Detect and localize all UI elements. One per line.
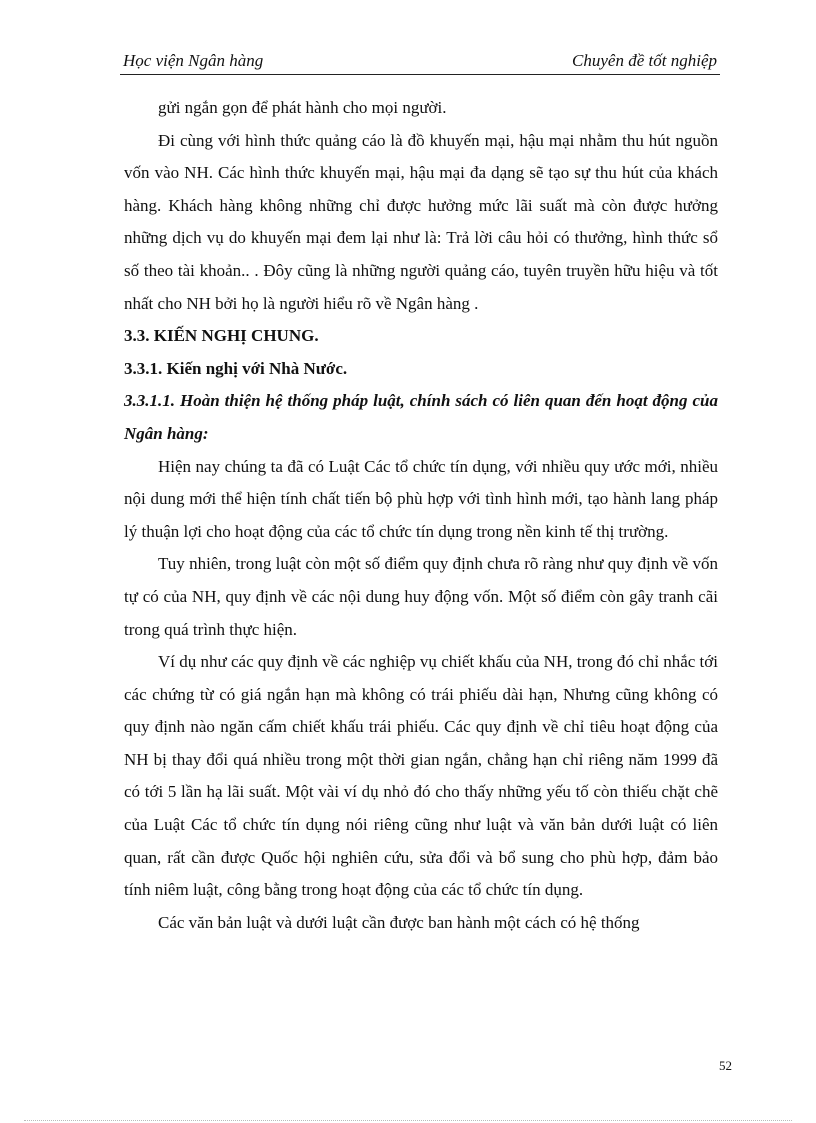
section-heading-3-3-1: 3.3.1. Kiến nghị với Nhà Nước. bbox=[124, 358, 348, 378]
page-body bbox=[124, 92, 718, 939]
page-header bbox=[120, 48, 720, 75]
paragraph-legal-documents: Các văn bản luật và dưới luật cần được ban hành một cách có hệ thống bbox=[158, 912, 640, 932]
section-heading-3-3-1-1: 3.3.1.1. Hoàn thiện hệ thống pháp luật, chính sách có liên quan đến hoạt động của Ngân hàng: bbox=[124, 391, 718, 443]
page-number: 52 bbox=[719, 1058, 732, 1073]
header-document-type: Chuyên đề tốt nghiệp bbox=[572, 51, 717, 70]
paragraph-credit-law: Hiện nay chúng ta đã có Luật Các tổ chức tín dụng, với nhiều quy ước mới, nhiều nội dung mới thể hiện tính chất tiến bộ phù hợp với tình hình mới, tạo hành lang pháp lý thuận lợi cho hoạt động của các tổ chức tín dụng trong nền kinh tế thị trường. bbox=[124, 456, 718, 541]
paragraph-continuation: gửi ngắn gọn để phát hành cho mọi người. bbox=[158, 98, 447, 117]
paragraph-promotion: Đi cùng với hình thức quảng cáo là đồ khuyến mại, hậu mại nhằm thu hút nguồn vốn vào NH. Các hình thức khuyến mại, hậu mại đa dạng sẽ tạo sự thu hút của khách hàng. Khách hàng không những chỉ được hưởng mức lãi suất mà còn được hưởng những dịch vụ do khuyến mại đem lại như là: Trả lời câu hỏi có thưởng, hình thức sổ số theo tài khoản.. . Đôy cũng là những người quảng cáo, tuyên truyền hữu hiệu và tốt nhất cho NH bởi họ là người hiểu rõ về Ngân hàng . bbox=[124, 130, 718, 313]
header-institution: Học viện Ngân hàng bbox=[123, 51, 264, 70]
paragraph-discount-example: Ví dụ như các quy định về các nghiệp vụ chiết khấu của NH, trong đó chỉ nhắc tới các chứng từ có giá ngắn hạn mà không có trái phiếu dài hạn, Nhưng cũng không có quy định nào ngăn cấm chiết khấu trái phiếu. Các quy định về chỉ tiêu hoạt động của NH bị thay đổi quá nhiều trong một thời gian ngắn, chẳng hạn chỉ riêng năm 1999 đã có tới 5 lần hạ lãi suất. Một vài ví dụ nhỏ đó cho thấy những yếu tố còn thiếu chặt chẽ của Luật Các tổ chức tín dụng nói riêng cũng như luật và văn bản dưới luật có liên quan, rất cần được Quốc hội nghiên cứu, sửa đổi và bổ sung cho phù hợp, đảm bảo tính niêm luật, công bằng trong hoạt động của các tổ chức tín dụng. bbox=[124, 652, 718, 900]
section-heading-3-3: 3.3. KIẾN NGHỊ CHUNG. bbox=[124, 326, 319, 346]
footer-divider bbox=[24, 1120, 792, 1121]
paragraph-unclear-provisions: Tuy nhiên, trong luật còn một số điểm quy định chưa rõ ràng như quy định về vốn tự có của NH, quy định về các nội dung huy động vốn. Một số điểm còn gây tranh cãi trong quá trình thực hiện. bbox=[124, 554, 718, 639]
